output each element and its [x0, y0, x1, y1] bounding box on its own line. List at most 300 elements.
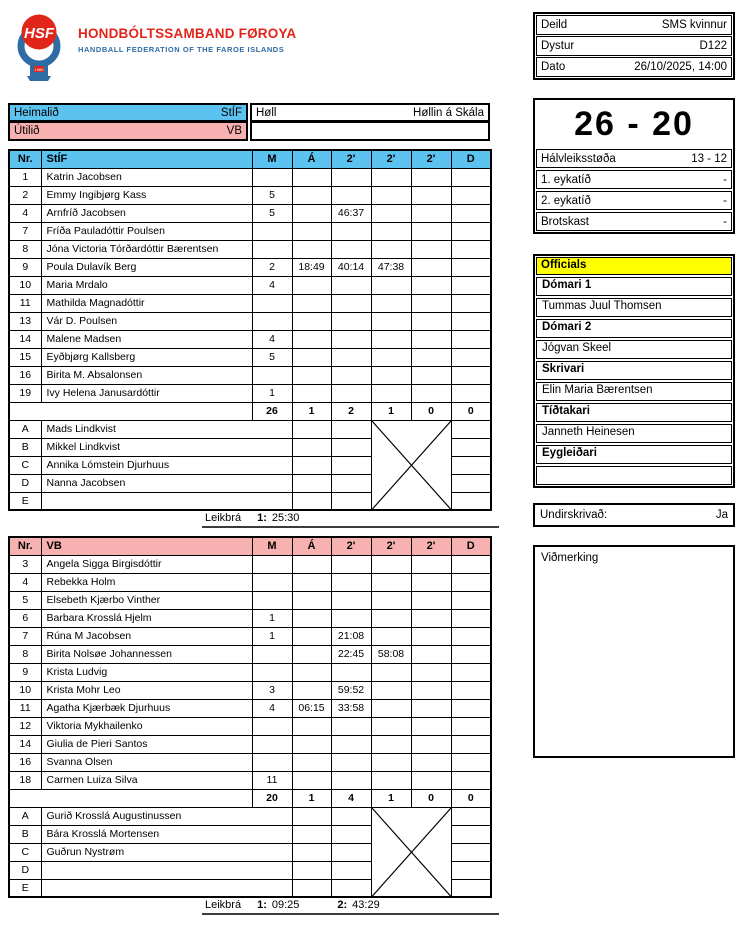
total-stat-cell: 1: [292, 789, 331, 807]
total-stat-cell: 2: [331, 402, 371, 420]
stat-cell: 58:08: [371, 645, 411, 663]
dato-label: Dato: [541, 61, 566, 73]
player-nr-cell: 5: [9, 591, 41, 609]
federation-title: HONDBÓLTSSAMBAND FØROYA: [78, 26, 297, 41]
player-name-cell: Elsebeth Kjærbo Vinther: [41, 591, 252, 609]
stat-cell: [252, 717, 292, 735]
player-name-cell: Ivy Helena Janusardóttir: [41, 384, 252, 402]
away-team-name: VB: [226, 125, 242, 137]
stat-cell: [371, 330, 411, 348]
player-nr-cell: 9: [9, 258, 41, 276]
player-nr-cell: 1: [9, 168, 41, 186]
stat-cell: [331, 771, 371, 789]
player-row: [9, 348, 491, 366]
home-team-header-row: [8, 103, 490, 122]
total-stat-cell: 4: [331, 789, 371, 807]
stat-cell: [411, 366, 451, 384]
stat-column-header: 2': [411, 537, 451, 555]
home-label: Heimalið: [14, 106, 59, 119]
total-stat-cell: 0: [411, 789, 451, 807]
stat-column-header: 2': [331, 537, 371, 555]
stat-cell: [331, 222, 371, 240]
stat-column-header: 2': [371, 150, 411, 168]
stat-cell: 11: [252, 771, 292, 789]
totals-blank-cell: [9, 402, 252, 420]
stat-cell: 47:38: [371, 258, 411, 276]
stat-cell: [371, 699, 411, 717]
stat-cell: [451, 771, 491, 789]
stat-cell: [331, 276, 371, 294]
stat-cell: [292, 294, 331, 312]
match-info-row-dystur: [536, 36, 732, 56]
hall-empty-cell: [250, 122, 490, 141]
player-nr-cell: 4: [9, 204, 41, 222]
stat-cell: [411, 609, 451, 627]
stat-cell: [451, 573, 491, 591]
stat-cell: [252, 366, 292, 384]
official-stat-cell: [292, 807, 331, 825]
hsf-logo-icon: [13, 10, 65, 82]
stat-cell: [411, 330, 451, 348]
total-stat-cell: 20: [252, 789, 292, 807]
stat-cell: [252, 573, 292, 591]
penalty-shootout-label: Brotskast: [541, 215, 589, 228]
official-id-cell: B: [9, 438, 41, 456]
official-stat-cell: [292, 456, 331, 474]
roster-header-row: [9, 537, 491, 555]
overtime1-row: [536, 170, 732, 189]
player-nr-cell: 16: [9, 753, 41, 771]
stat-cell: [371, 591, 411, 609]
stat-cell: [451, 735, 491, 753]
stat-cell: [371, 276, 411, 294]
stat-cell: [451, 168, 491, 186]
roster-table: [8, 536, 492, 898]
player-name-cell: Agatha Kjærbæk Djurhuus: [41, 699, 252, 717]
official-stat-cell: [292, 492, 331, 510]
official-name-cell: Mads Lindkvist: [41, 420, 292, 438]
official-stat-cell: [331, 879, 371, 897]
stat-cell: [371, 681, 411, 699]
official-name-cell: Guðrun Nystrøm: [41, 843, 292, 861]
stat-cell: [411, 717, 451, 735]
leikbra-half-number: 1:: [257, 899, 267, 911]
stat-cell: 06:15: [292, 699, 331, 717]
penalty-cross-cell: [371, 420, 451, 510]
stat-cell: [331, 312, 371, 330]
stat-column-header: 2': [331, 150, 371, 168]
stat-cell: [451, 348, 491, 366]
hall-name: Høllin á Skála: [413, 106, 484, 119]
official-stat-cell: [451, 825, 491, 843]
stat-cell: [371, 384, 411, 402]
stat-cell: [292, 681, 331, 699]
stat-cell: [451, 663, 491, 681]
totals-blank-cell: [9, 789, 252, 807]
player-row: [9, 591, 491, 609]
official-stat-cell: [451, 438, 491, 456]
player-row: [9, 753, 491, 771]
stat-cell: [292, 312, 331, 330]
player-nr-cell: 14: [9, 735, 41, 753]
total-stat-cell: 0: [451, 789, 491, 807]
federation-subtitle: HANDBALL FEDERATION OF THE FAROE ISLANDS: [78, 45, 285, 54]
player-name-cell: Maria Mrdalo: [41, 276, 252, 294]
player-nr-cell: 15: [9, 348, 41, 366]
stat-column-header: M: [252, 537, 292, 555]
player-name-cell: Jóna Victoria Tórðardóttir Bærentsen: [41, 240, 252, 258]
stat-cell: [451, 384, 491, 402]
stat-cell: [252, 645, 292, 663]
player-name-cell: Mathilda Magnadóttir: [41, 294, 252, 312]
stat-cell: [371, 312, 411, 330]
stat-cell: [371, 240, 411, 258]
stat-cell: [451, 645, 491, 663]
player-name-cell: Eyðbjørg Kallsberg: [41, 348, 252, 366]
stat-cell: [371, 204, 411, 222]
player-nr-cell: 9: [9, 663, 41, 681]
home-roster-section: [8, 149, 490, 528]
stat-cell: 2: [252, 258, 292, 276]
total-stat-cell: 0: [451, 402, 491, 420]
stat-cell: 21:08: [331, 627, 371, 645]
stat-cell: [371, 771, 411, 789]
official-stat-cell: [451, 861, 491, 879]
official-stat-cell: [292, 825, 331, 843]
dystur-label: Dystur: [541, 40, 575, 52]
overtime2-row: [536, 191, 732, 210]
signature-label: Undirskrivað:: [540, 509, 608, 521]
player-name-cell: Angela Sigga Birgisdóttir: [41, 555, 252, 573]
away-roster-section: [8, 536, 490, 915]
official-stat-cell: [331, 420, 371, 438]
federation-name-block: [78, 26, 296, 54]
stat-cell: [371, 168, 411, 186]
stat-cell: [252, 168, 292, 186]
cross-x-icon: [372, 421, 451, 510]
stat-cell: [451, 366, 491, 384]
total-stat-cell: 26: [252, 402, 292, 420]
stat-cell: [451, 717, 491, 735]
team-column-header: StÍF: [41, 150, 252, 168]
deild-label: Deild: [541, 19, 568, 31]
hall-label: Høll: [256, 106, 277, 119]
official-name-cell: Bára Krosslá Mortensen: [41, 825, 292, 843]
player-name-cell: Svanna Olsen: [41, 753, 252, 771]
player-nr-cell: 18: [9, 771, 41, 789]
player-name-cell: Emmy Ingibjørg Kass: [41, 186, 252, 204]
stat-cell: [292, 384, 331, 402]
stat-cell: [371, 555, 411, 573]
stat-cell: [292, 204, 331, 222]
roster-table: [8, 149, 492, 511]
stat-column-header: 2': [371, 537, 411, 555]
player-nr-cell: 10: [9, 681, 41, 699]
stat-cell: 1: [252, 609, 292, 627]
official-stat-cell: [292, 438, 331, 456]
stat-cell: [371, 348, 411, 366]
hall-cell: [250, 103, 490, 122]
player-row: [9, 735, 491, 753]
roster-header-row: [9, 150, 491, 168]
stat-cell: 4: [252, 330, 292, 348]
away-label: Útilið: [14, 125, 40, 137]
stat-cell: [411, 555, 451, 573]
final-score: 26 - 20: [574, 104, 694, 143]
totals-row: [9, 402, 491, 420]
stat-cell: [411, 681, 451, 699]
stat-cell: [411, 168, 451, 186]
stat-cell: [292, 663, 331, 681]
stat-cell: [252, 735, 292, 753]
team-official-row: [9, 420, 491, 438]
leikbra-line: [202, 898, 499, 915]
nr-column-header: Nr.: [9, 150, 41, 168]
player-name-cell: Krista Ludvig: [41, 663, 252, 681]
official-id-cell: D: [9, 861, 41, 879]
stat-cell: [451, 753, 491, 771]
stat-cell: [451, 699, 491, 717]
penalty-shootout-value: -: [723, 215, 727, 228]
official-name-cell: Gurið Krosslá Augustinussen: [41, 807, 292, 825]
official-stat-cell: [331, 825, 371, 843]
player-row: [9, 168, 491, 186]
official-stat-cell: [292, 474, 331, 492]
stat-cell: 22:45: [331, 645, 371, 663]
home-team-name: StÍF: [220, 106, 242, 119]
roster-table-wrap: [8, 536, 490, 898]
referee2-label: Dómari 2: [536, 319, 732, 338]
player-row: [9, 609, 491, 627]
stat-cell: 5: [252, 348, 292, 366]
stat-cell: 40:14: [331, 258, 371, 276]
official-stat-cell: [451, 474, 491, 492]
total-stat-cell: 1: [371, 402, 411, 420]
official-name-cell: [41, 879, 292, 897]
stat-cell: [451, 681, 491, 699]
timekeeper-label: Tíðtakari: [536, 403, 732, 422]
player-row: [9, 573, 491, 591]
stat-cell: [252, 663, 292, 681]
stat-cell: 18:49: [292, 258, 331, 276]
stat-cell: [331, 330, 371, 348]
remarks-box: [533, 545, 735, 758]
stat-cell: [292, 240, 331, 258]
leikbra-label: Leikbrá: [205, 512, 242, 524]
stat-cell: [371, 753, 411, 771]
official-stat-cell: [292, 420, 331, 438]
player-name-cell: Giulia de Pieri Santos: [41, 735, 252, 753]
official-stat-cell: [331, 438, 371, 456]
player-row: [9, 240, 491, 258]
official-stat-cell: [451, 807, 491, 825]
official-stat-cell: [292, 879, 331, 897]
stat-cell: [331, 735, 371, 753]
overtime2-label: 2. eykatíð: [541, 194, 591, 207]
player-row: [9, 330, 491, 348]
cross-x-icon: [372, 808, 451, 897]
player-name-cell: Fríða Pauladóttir Poulsen: [41, 222, 252, 240]
stat-cell: 5: [252, 186, 292, 204]
stat-cell: [292, 609, 331, 627]
stat-cell: [292, 330, 331, 348]
official-name-cell: Nanna Jacobsen: [41, 474, 292, 492]
stat-cell: [411, 591, 451, 609]
remarks-label: Viðmerking: [541, 552, 599, 564]
stat-cell: [292, 366, 331, 384]
stat-cell: [451, 330, 491, 348]
official-id-cell: A: [9, 420, 41, 438]
team-column-header: VB: [41, 537, 252, 555]
stat-cell: [292, 735, 331, 753]
penalty-cross-cell: [371, 807, 451, 897]
official-stat-cell: [451, 420, 491, 438]
player-row: [9, 384, 491, 402]
player-row: [9, 663, 491, 681]
official-stat-cell: [331, 807, 371, 825]
stat-cell: [451, 222, 491, 240]
match-info-row-deild: [536, 15, 732, 35]
stat-cell: [371, 222, 411, 240]
player-name-cell: Birita Nolsøe Johannessen: [41, 645, 252, 663]
roster-table-wrap: [8, 149, 490, 511]
official-id-cell: E: [9, 879, 41, 897]
stat-cell: [292, 627, 331, 645]
stat-cell: 46:37: [331, 204, 371, 222]
signature-box: [533, 503, 735, 527]
player-row: [9, 771, 491, 789]
player-row: [9, 645, 491, 663]
player-row: [9, 312, 491, 330]
stat-cell: 1: [252, 627, 292, 645]
player-row: [9, 366, 491, 384]
stat-cell: [252, 240, 292, 258]
stat-cell: [451, 609, 491, 627]
stat-cell: [292, 555, 331, 573]
stat-cell: [331, 555, 371, 573]
stat-cell: [451, 240, 491, 258]
federation-logo: [13, 10, 65, 82]
stat-cell: [331, 573, 371, 591]
stat-cell: [331, 294, 371, 312]
player-nr-cell: 19: [9, 384, 41, 402]
referee1-label: Dómari 1: [536, 277, 732, 296]
halftime-value: 13 - 12: [691, 152, 727, 165]
player-nr-cell: 6: [9, 609, 41, 627]
stat-column-header: M: [252, 150, 292, 168]
player-nr-cell: 8: [9, 240, 41, 258]
official-name-cell: [41, 492, 292, 510]
official-stat-cell: [451, 843, 491, 861]
stat-cell: 5: [252, 204, 292, 222]
stat-cell: [451, 204, 491, 222]
official-stat-cell: [331, 492, 371, 510]
referee1-name: Tummas Juul Thomsen: [536, 298, 732, 317]
score-box: [533, 98, 735, 234]
player-nr-cell: 2: [9, 186, 41, 204]
player-name-cell: Krista Mohr Leo: [41, 681, 252, 699]
stat-cell: [292, 717, 331, 735]
stat-cell: [331, 366, 371, 384]
stat-cell: [451, 312, 491, 330]
player-row: [9, 699, 491, 717]
totals-row: [9, 789, 491, 807]
official-id-cell: C: [9, 843, 41, 861]
player-row: [9, 222, 491, 240]
stat-cell: [292, 573, 331, 591]
stat-cell: [451, 555, 491, 573]
officials-panel: [533, 254, 735, 488]
stat-cell: [411, 348, 451, 366]
logo-year: 1980: [34, 67, 44, 72]
player-row: [9, 294, 491, 312]
leikbra-half-number: 1:: [257, 512, 267, 524]
stat-cell: [371, 573, 411, 591]
stat-cell: 4: [252, 276, 292, 294]
stat-column-header: Á: [292, 150, 331, 168]
stat-cell: [331, 591, 371, 609]
total-stat-cell: 0: [411, 402, 451, 420]
stat-cell: [371, 735, 411, 753]
official-id-cell: E: [9, 492, 41, 510]
dato-value: 26/10/2025, 14:00: [634, 61, 727, 73]
stat-cell: [252, 222, 292, 240]
team-official-row: [9, 807, 491, 825]
logo-initials: HSF: [24, 25, 54, 42]
player-name-cell: Malene Madsen: [41, 330, 252, 348]
observer-label: Eygleiðari: [536, 445, 732, 464]
stat-cell: [411, 312, 451, 330]
stat-cell: [292, 186, 331, 204]
match-info-table: [533, 12, 735, 80]
stat-cell: [252, 555, 292, 573]
official-stat-cell: [451, 879, 491, 897]
total-stat-cell: 1: [292, 402, 331, 420]
official-stat-cell: [292, 861, 331, 879]
stat-cell: [411, 384, 451, 402]
official-stat-cell: [451, 492, 491, 510]
player-row: [9, 204, 491, 222]
stat-cell: [411, 258, 451, 276]
signature-value: Ja: [715, 509, 728, 521]
stat-cell: [371, 627, 411, 645]
stat-cell: [252, 753, 292, 771]
stat-cell: [331, 168, 371, 186]
stat-cell: [411, 699, 451, 717]
stat-cell: [371, 294, 411, 312]
player-row: [9, 186, 491, 204]
stat-column-header: 2': [411, 150, 451, 168]
official-stat-cell: [451, 456, 491, 474]
stat-cell: [331, 663, 371, 681]
stat-cell: [252, 312, 292, 330]
stat-column-header: Á: [292, 537, 331, 555]
stat-cell: [451, 294, 491, 312]
player-nr-cell: 16: [9, 366, 41, 384]
player-row: [9, 627, 491, 645]
officials-panel-title: Officials: [536, 257, 732, 275]
stat-cell: [411, 753, 451, 771]
player-nr-cell: 13: [9, 312, 41, 330]
stat-cell: [411, 186, 451, 204]
player-row: [9, 276, 491, 294]
stat-cell: [371, 186, 411, 204]
stat-cell: 59:52: [331, 681, 371, 699]
stat-cell: [331, 384, 371, 402]
player-nr-cell: 12: [9, 717, 41, 735]
player-name-cell: Vár D. Poulsen: [41, 312, 252, 330]
player-name-cell: Rebekka Holm: [41, 573, 252, 591]
